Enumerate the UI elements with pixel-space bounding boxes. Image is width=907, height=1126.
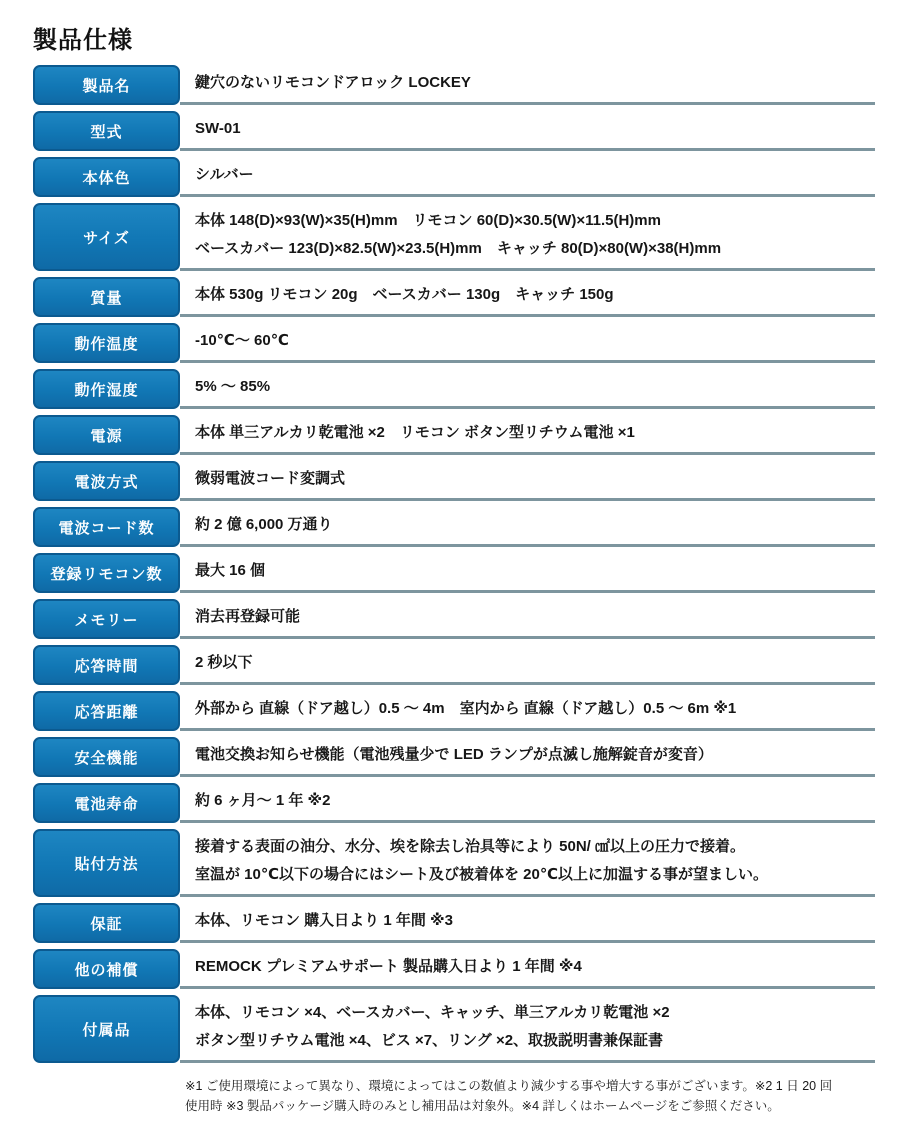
table-row [33, 783, 875, 823]
row-value [180, 323, 875, 363]
row-value-line: SW-01 [195, 120, 241, 137]
row-value-line: 5% ～ 85% [195, 378, 271, 395]
row-value-line: 約 6 ヶ月～ 1 年 ※2 [195, 792, 331, 809]
row-label: 電波方式 [33, 461, 180, 501]
row-label: 動作湿度 [33, 369, 180, 409]
row-value [180, 415, 875, 455]
table-row [33, 507, 875, 547]
row-value [180, 553, 875, 593]
footnote-line: 使用時 ※3 製品パッケージ購入時のみとし補用品は対象外。※4 詳しくはホームページをご参照ください。 [185, 1099, 780, 1113]
table-row [33, 737, 875, 777]
table-row [33, 691, 875, 731]
table-row [33, 277, 875, 317]
row-label: 貼付方法 [33, 829, 180, 897]
row-value-line: シルバー [195, 166, 254, 183]
row-value [180, 599, 875, 639]
row-value [180, 995, 875, 1063]
row-value [180, 65, 875, 105]
row-value [180, 645, 875, 685]
row-label: 質量 [33, 277, 180, 317]
table-row [33, 461, 875, 501]
row-value [180, 203, 875, 271]
row-label: 登録リモコン数 [33, 553, 180, 593]
table-row [33, 903, 875, 943]
row-value-line: REMOCK プレミアムサポート 製品購入日より 1 年間 ※4 [195, 958, 582, 975]
row-label: メモリー [33, 599, 180, 639]
table-row [33, 995, 875, 1063]
page-title: 製品仕様 [33, 27, 133, 54]
row-value-line: 本体 単三アルカリ乾電池 ×2 リモコン ボタン型リチウム電池 ×1 [195, 424, 635, 441]
table-row [33, 111, 875, 151]
row-value [180, 829, 875, 897]
row-value-line: ベースカバー 123(D)×82.5(W)×23.5(H)mm キャッチ 80(D)×80(W)×38(H)mm [195, 240, 722, 257]
row-label: 型式 [33, 111, 180, 151]
table-row [33, 203, 875, 271]
row-value-line: 接着する表面の油分、水分、埃を除去し治具等により 50N/ ㎠以上の圧力で接着。 [195, 838, 746, 855]
row-value [180, 737, 875, 777]
row-value [180, 277, 875, 317]
row-value-line: 電池交換お知らせ機能（電池残量少で LED ランプが点滅し施解錠音が変音） [195, 746, 713, 763]
row-value [180, 691, 875, 731]
row-value-line: 約 2 億 6,000 万通り [195, 516, 333, 533]
row-value-line: 最大 16 個 [195, 562, 266, 579]
table-row [33, 553, 875, 593]
table-row [33, 323, 875, 363]
row-label: 応答時間 [33, 645, 180, 685]
row-value [180, 461, 875, 501]
spec-table [33, 65, 875, 1063]
table-row [33, 157, 875, 197]
table-row [33, 829, 875, 897]
row-label: 安全機能 [33, 737, 180, 777]
row-value-line: ボタン型リチウム電池 ×4、ビス ×7、リング ×2、取扱説明書兼保証書 [195, 1032, 664, 1049]
row-value-line: 本体、リモコン 購入日より 1 年間 ※3 [195, 912, 453, 929]
row-label: 応答距離 [33, 691, 180, 731]
row-label: 電池寿命 [33, 783, 180, 823]
row-label: 本体色 [33, 157, 180, 197]
row-value [180, 157, 875, 197]
row-value [180, 111, 875, 151]
row-label: 他の補償 [33, 949, 180, 989]
table-row [33, 645, 875, 685]
row-value-line: 外部から 直線（ドア越し）0.5 ～ 4m 室内から 直線（ドア越し）0.5 ～ 6m ※1 [195, 700, 737, 717]
row-label: サイズ [33, 203, 180, 271]
table-row [33, 415, 875, 455]
row-value-line: 微弱電波コード変調式 [195, 470, 346, 487]
row-value [180, 369, 875, 409]
row-value [180, 783, 875, 823]
row-label: 製品名 [33, 65, 180, 105]
table-row [33, 949, 875, 989]
row-label: 電源 [33, 415, 180, 455]
row-label: 保証 [33, 903, 180, 943]
row-value-line: 本体、リモコン ×4、ベースカバー、キャッチ、単三アルカリ乾電池 ×2 [195, 1004, 670, 1021]
row-value [180, 903, 875, 943]
row-value [180, 949, 875, 989]
row-label: 動作温度 [33, 323, 180, 363]
row-value-line: 本体 530g リモコン 20g ベースカバー 130g キャッチ 150g [195, 286, 614, 303]
row-value [180, 507, 875, 547]
row-value-line: 鍵穴のないリモコンドアロック LOCKEY [195, 74, 471, 91]
row-value-line: 消去再登録可能 [195, 608, 301, 625]
footnote-line: ※1 ご使用環境によって異なり、環境によってはこの数値より減少する事や増大する事がございます。※2 1 日 20 回 [185, 1079, 833, 1093]
row-value-line: 室温が 10℃以下の場合にはシート及び被着体を 20℃以上に加温する事が望ましい。 [195, 866, 769, 883]
row-label: 電波コード数 [33, 507, 180, 547]
table-row [33, 65, 875, 105]
table-row [33, 369, 875, 409]
row-label: 付属品 [33, 995, 180, 1063]
row-value-line: -10℃～ 60℃ [195, 332, 289, 349]
row-value-line: 2 秒以下 [195, 654, 253, 671]
row-value-line: 本体 148(D)×93(W)×35(H)mm リモコン 60(D)×30.5(W)×11.5(H)mm [195, 212, 661, 229]
footnotes [185, 1076, 875, 1116]
table-row [33, 599, 875, 639]
